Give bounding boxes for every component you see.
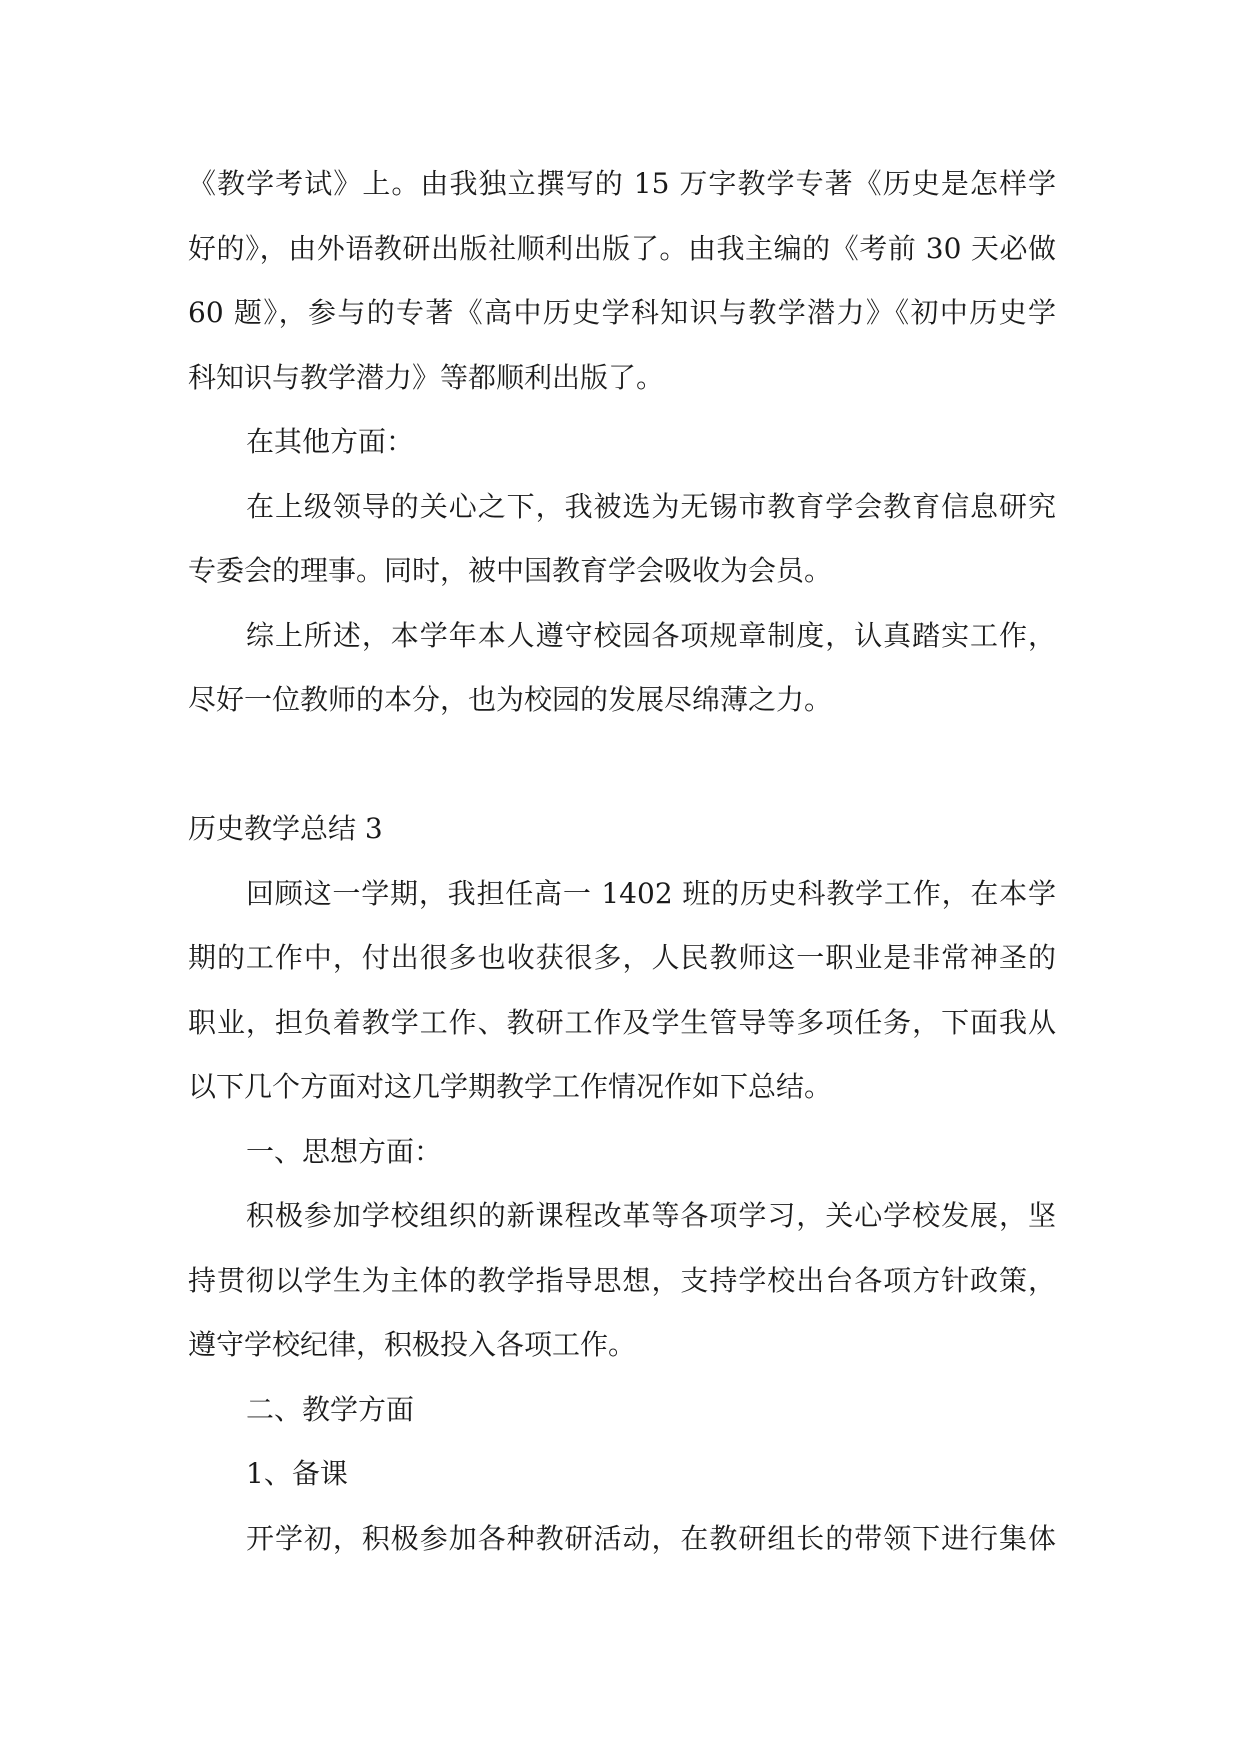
subheading: 1、备课 (246, 1457, 348, 1490)
document-body (188, 158, 1056, 1577)
text-line: 开学初，积极参加各种教研活动，在教研组长的带领下进行集体 (246, 1521, 1056, 1555)
section-heading: 历史教学总结 3 (188, 812, 383, 845)
text-line: 持贯彻以学生为主体的教学指导思想，支持学校出台各项方针政策， (188, 1263, 1056, 1297)
text-line: 在其他方面： (246, 425, 415, 458)
text-line: 60 题》，参与的专著《高中历史学科知识与教学潜力》《初中历史学 (188, 296, 1056, 329)
text-line: 尽好一位教师的本分，也为校园的发展尽绵薄之力。 (188, 683, 833, 716)
subheading: 二、教学方面 (246, 1392, 415, 1426)
text-line: 《教学考试》上。由我独立撰写的 15 万字教学专著《历史是怎样学 (188, 167, 1056, 200)
text-line: 期的工作中，付出很多也收获很多，人民教师这一职业是非常神圣的 (188, 941, 1056, 974)
text-line: 回顾这一学期，我担任高一 1402 班的历史科教学工作，在本学 (246, 876, 1056, 910)
text-line: 专委会的理事。同时，被中国教育学会吸收为会员。 (188, 554, 833, 587)
text-line: 在上级领导的关心之下，我被选为无锡市教育学会教育信息研究 (246, 489, 1056, 523)
subheading: 一、思想方面： (246, 1134, 443, 1168)
text-line: 积极参加学校组织的新课程改革等各项学习，关心学校发展，坚 (246, 1199, 1056, 1232)
text-line: 综上所述，本学年本人遵守校园各项规章制度，认真踏实工作， (246, 618, 1056, 652)
text-line: 遵守学校纪律，积极投入各项工作。 (188, 1328, 637, 1361)
section-spacer (188, 739, 1056, 804)
text-line: 科知识与教学潜力》等都顺利出版了。 (188, 360, 665, 394)
text-line: 以下几个方面对这几学期教学工作情况作如下总结。 (188, 1070, 833, 1103)
text-line: 好的》，由外语教研出版社顺利出版了。由我主编的《考前 30 天必做 (188, 231, 1056, 265)
text-line: 职业，担负着教学工作、教研工作及学生管导等多项任务，下面我从 (188, 1005, 1056, 1039)
